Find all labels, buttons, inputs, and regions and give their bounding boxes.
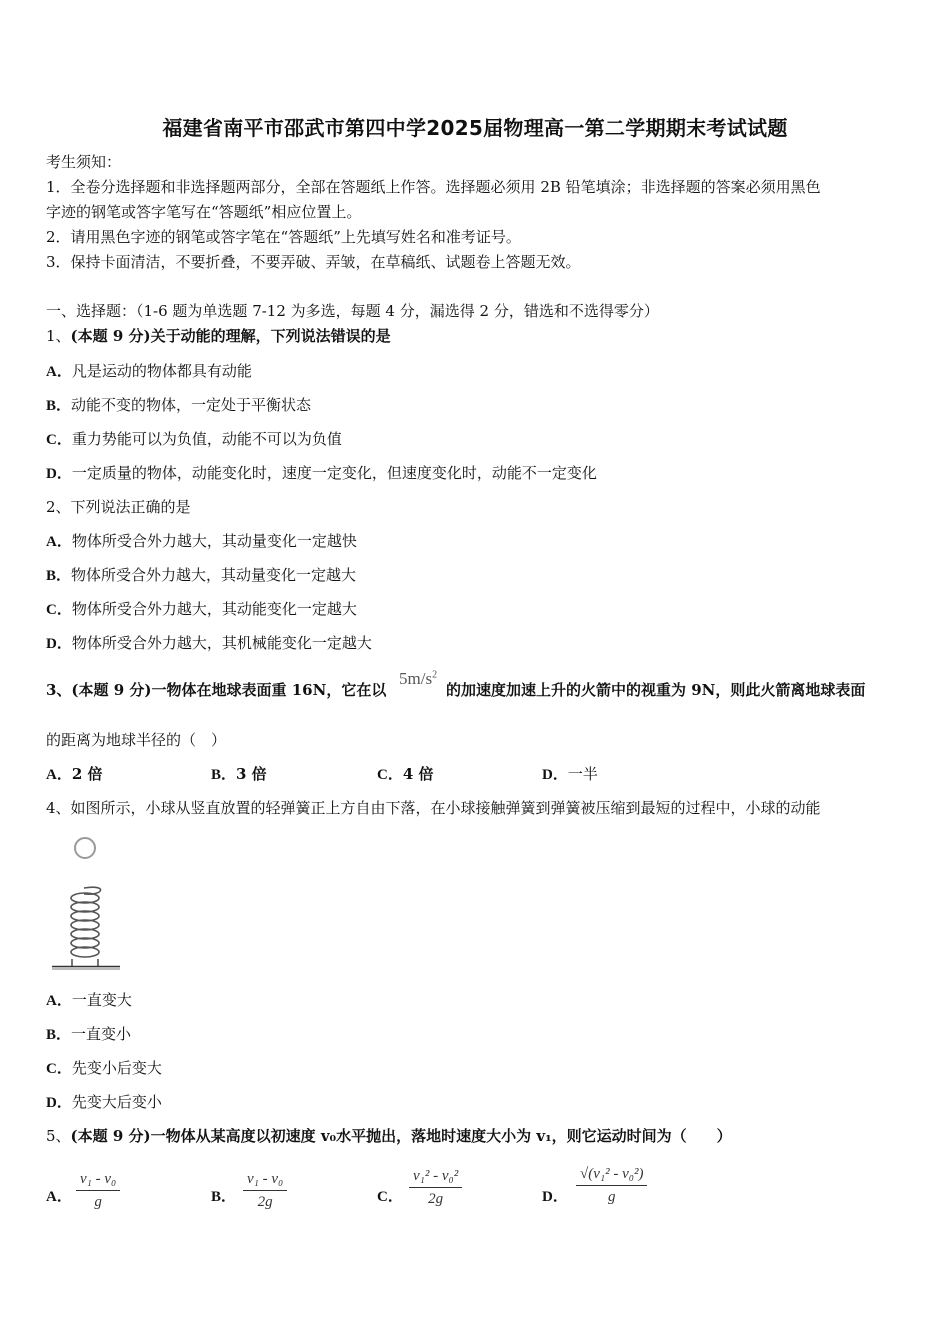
option-d — [46, 633, 372, 654]
option-text: 一半 — [567, 765, 598, 783]
option-label: A． — [46, 534, 72, 550]
unit-base: 5m/s — [399, 669, 433, 688]
option-label: A． — [46, 767, 72, 783]
option-d-label — [542, 1186, 568, 1207]
question-5-stem — [46, 1126, 732, 1146]
option-text: 一定质量的物体，动能变化时，速度一定变化，但速度变化时，动能不一定变化 — [71, 464, 597, 482]
option-text: 4 倍 — [402, 765, 434, 783]
option-text: 2 倍 — [71, 765, 103, 783]
question-number: 5、 — [46, 1127, 71, 1145]
page-title: 福建省南平市邵武市第四中学2025届物理高一第二学期期末考试试题 — [162, 116, 788, 140]
option-b-label — [211, 1186, 236, 1207]
denominator: 2g — [428, 1191, 444, 1207]
option-label: D． — [46, 466, 72, 482]
option-c-fraction — [409, 1168, 462, 1208]
denominator: g — [607, 1189, 616, 1205]
option-c — [46, 599, 357, 620]
option-label: D． — [542, 767, 568, 783]
question-3-stem-a: 3、(本题 9 分)一物体在地球表面重 16N，它在以 — [46, 681, 387, 699]
question-text: (本题 9 分)关于动能的理解，下列说法错误的是 — [70, 327, 391, 345]
question-number: 1、 — [46, 327, 71, 345]
option-label: A． — [46, 993, 72, 1009]
numerator: v₁² - v₀² — [409, 1168, 462, 1188]
option-text: 重力势能可以为负值，动能不可以为负值 — [71, 430, 342, 448]
denominator: g — [94, 1194, 102, 1210]
option-label: B． — [211, 1189, 237, 1205]
question-text: (本题 9 分)一物体从某高度以初速度 v₀水平抛出，落地时速度大小为 v₁，则它运动时间为（ ） — [70, 1127, 732, 1145]
unit-exponent: 2 — [432, 669, 438, 681]
option-d — [46, 463, 597, 484]
option-label: B． — [46, 568, 72, 584]
numerator: v₁ - v₀ — [243, 1171, 287, 1191]
option-d — [542, 764, 598, 785]
option-text: 物体所受合外力越大，其动量变化一定越大 — [71, 566, 357, 584]
option-text: 动能不变的物体，一定处于平衡状态 — [71, 396, 312, 414]
option-c — [377, 764, 434, 785]
option-b — [46, 565, 356, 586]
numerator: v₁ - v₀ — [76, 1171, 120, 1191]
option-d-fraction — [576, 1166, 647, 1206]
question-3-stem-c: 的距离为地球半径的（ ） — [46, 731, 227, 749]
section-heading: 一、选择题：（1-6 题为单选题 7-12 为多选，每题 4 分，漏选得 2 分，错选和不选得零分） — [46, 302, 659, 320]
option-text: 一直变大 — [71, 991, 132, 1009]
notice-item: 3．保持卡面清洁，不要折叠，不要弄破、弄皱，在草稿纸、试题卷上答题无效。 — [46, 253, 581, 271]
option-text: 物体所受合外力越大，其动能变化一定越大 — [71, 600, 357, 618]
option-label: C． — [46, 602, 72, 618]
option-a-fraction — [76, 1171, 120, 1211]
denominator: 2g — [257, 1194, 273, 1210]
option-text: 凡是运动的物体都具有动能 — [71, 362, 252, 380]
notice-item: 1．全卷分选择题和非选择题两部分，全部在答题纸上作答。选择题必须用 2B 铅笔填涂；非选择题的答案必须用黑色 — [46, 178, 821, 196]
notice-item: 字迹的钢笔或答字笔写在“答题纸”相应位置上。 — [46, 203, 362, 221]
option-d — [46, 1092, 162, 1113]
option-b-fraction — [243, 1171, 287, 1211]
option-label: C． — [46, 432, 72, 448]
option-text: 先变小后变大 — [71, 1059, 162, 1077]
notice-item: 2．请用黑色字迹的钢笔或答字笔在“答题纸”上先填写姓名和准考证号。 — [46, 228, 521, 246]
option-label: A． — [46, 364, 72, 380]
option-label: C． — [46, 1061, 72, 1077]
option-b — [46, 395, 311, 416]
option-c — [46, 429, 342, 450]
option-text: 一直变小 — [71, 1025, 132, 1043]
option-c-label — [377, 1186, 403, 1207]
spring-icon — [71, 887, 101, 966]
option-a — [46, 764, 103, 785]
option-text: 先变大后变小 — [71, 1093, 162, 1111]
option-label: B． — [46, 1027, 72, 1043]
option-text: 物体所受合外力越大，其动量变化一定越快 — [71, 532, 357, 550]
option-text: 3 倍 — [236, 765, 267, 783]
option-a — [46, 531, 357, 552]
option-b — [211, 764, 267, 785]
question-4-stem: 4、如图所示，小球从竖直放置的轻弹簧正上方自由下落，在小球接触弹簧到弹簧被压缩到最短的过程中，小球的动能 — [46, 799, 821, 817]
option-label: C． — [377, 1189, 403, 1205]
option-text: 物体所受合外力越大，其机械能变化一定越大 — [71, 634, 372, 652]
option-a — [46, 990, 132, 1011]
option-label: C． — [377, 767, 403, 783]
option-label: B． — [211, 767, 237, 783]
option-label: D． — [542, 1189, 568, 1205]
option-label: A． — [46, 1189, 72, 1205]
option-label: D． — [46, 636, 72, 652]
ground-base-icon — [52, 967, 120, 971]
option-a-label — [46, 1186, 72, 1207]
option-b — [46, 1024, 131, 1045]
ball-spring-figure — [48, 832, 128, 974]
option-label: D． — [46, 1095, 72, 1111]
option-a — [46, 361, 252, 382]
question-3-stem-b: 的加速度加速上升的火箭中的视重为 9N，则此火箭离地球表面 — [446, 681, 866, 699]
numerator: √(v₁² - v₀²) — [576, 1166, 647, 1186]
option-label: B． — [46, 398, 72, 414]
notice-heading: 考生须知： — [46, 153, 122, 171]
question-1-stem — [46, 326, 391, 346]
ball-icon — [75, 838, 95, 858]
acceleration-unit — [399, 669, 437, 689]
question-2-stem: 2、下列说法正确的是 — [46, 498, 191, 516]
option-c — [46, 1058, 162, 1079]
